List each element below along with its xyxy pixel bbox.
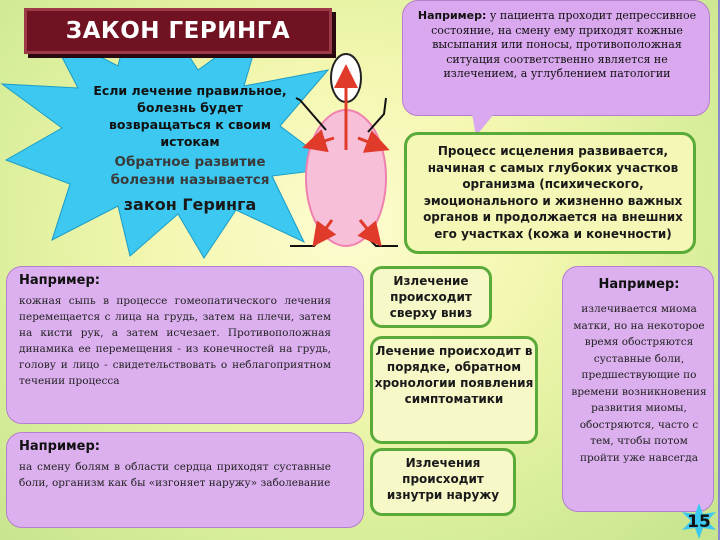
- body-figure-diagram: [280, 40, 400, 270]
- principle-inside-out: Излечения происходит изнутри наружу: [370, 448, 516, 516]
- top-example-label: Например:: [417, 9, 487, 22]
- top-example-callout: [402, 0, 710, 116]
- starburst-line-3: закон Геринга: [123, 195, 257, 214]
- healing-process-text: Процесс исцеления развивается, начиная с самых глубоких участков организма (психического, эмоционального и жизненно важных органов и продолжается на внешних его участках (кожа и конечности): [423, 144, 683, 241]
- myoma-example-text: излечивается миома матки, но на некоторое время обостряются суставные боли, предшествующие по времени возникновения развития миомы, обостряются, часто с тем, чтобы потом пройти уже навсегда: [571, 303, 707, 464]
- top-example-text: у пациента проходит депрессивное состояние, на смену ему приходят кожные высыпания или поносы, противоположная ситуация соответственно является не излечением, а углублением патологии: [431, 9, 697, 80]
- starburst-line-2: Обратное развитие болезни называется: [110, 154, 270, 188]
- myoma-example-heading: Например:: [598, 277, 680, 292]
- heart-example-text: на смену болям в области сердца приходят суставные боли, организм как бы «изгоняет наружу» заболевание: [19, 461, 331, 489]
- skin-example-text: кожная сыпь в процессе гомеопатического лечения перемещается с лица на грудь, затем на плечи, затем на кисти рук, а затем исчезает. Противоположная динамика ее перемещения - из конечностей на грудь, голову и лицо - свидетельствовать о неблагоприятном течении процесса: [19, 295, 331, 387]
- slide-title: ЗАКОН ГЕРИНГА: [24, 8, 332, 54]
- heart-example-box: [6, 432, 364, 528]
- skin-example-heading: Например:: [19, 273, 100, 288]
- figure-right-leg: [366, 236, 398, 246]
- starburst-text: [84, 82, 296, 214]
- starburst-line-1: Если лечение правильное, болезнь будет возвращаться к своим истокам: [93, 83, 287, 149]
- heart-example-heading: Например:: [19, 439, 100, 454]
- skin-example-box: [6, 266, 364, 424]
- principle-reverse-order: Лечение происходит в порядке, обратном хронологии появления симптоматики: [370, 336, 538, 444]
- page-number: 15: [687, 512, 711, 532]
- healing-process-box: [404, 132, 696, 254]
- figure-left-arm: [296, 98, 326, 130]
- principle-top-down: Излечение происходит сверху вниз: [370, 266, 492, 328]
- myoma-example-box: [562, 266, 714, 512]
